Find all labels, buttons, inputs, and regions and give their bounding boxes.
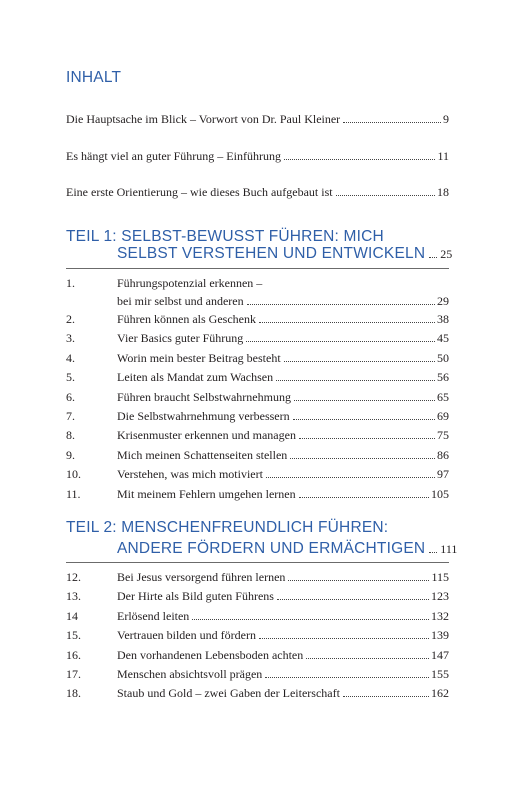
chapter-page: 38	[437, 312, 449, 326]
chapter-number: 7.	[66, 409, 75, 423]
chapter-title: Menschen absichtsvoll prägen	[117, 667, 263, 681]
chapter-page: 29	[437, 294, 449, 308]
chapter-page: 115	[431, 570, 449, 584]
chapter-entry[interactable]	[117, 311, 449, 327]
page-heading: INHALT	[66, 69, 122, 86]
dot-leader	[246, 341, 435, 342]
chapter-entry[interactable]	[117, 569, 449, 585]
toc-entry-vorwort[interactable]	[66, 111, 449, 127]
chapter-title-line1: Führungspotenzial erkennen –	[117, 276, 263, 290]
chapter-entry[interactable]	[117, 389, 449, 405]
chapter-title: Krisenmuster erkennen und managen	[117, 428, 296, 443]
chapter-entry[interactable]	[117, 330, 449, 346]
chapter-entry[interactable]	[117, 627, 449, 643]
toc-entry-page: 11	[437, 149, 449, 163]
dot-leader	[290, 458, 435, 459]
chapter-page: 56	[437, 370, 449, 385]
chapter-entry[interactable]	[117, 666, 449, 682]
chapter-number: 11.	[66, 486, 81, 501]
dot-leader	[429, 257, 437, 258]
chapter-entry[interactable]	[117, 647, 449, 663]
chapter-number: 12.	[66, 570, 81, 584]
dot-leader	[336, 195, 435, 196]
dot-leader	[343, 696, 429, 697]
dot-leader	[293, 419, 435, 420]
chapter-page: 75	[437, 428, 449, 443]
chapter-title-line2: bei mir selbst und anderen	[117, 294, 244, 308]
chapter-title: Führen können als Geschenk	[117, 312, 256, 326]
chapter-page: 162	[431, 686, 449, 701]
chapter-entry[interactable]	[117, 350, 449, 366]
part2-heading-text: ANDERE FÖRDERN UND ERMÄCHTIGEN	[117, 540, 426, 557]
dot-leader	[343, 122, 441, 123]
dot-leader	[266, 477, 435, 478]
part1-heading-line2[interactable]	[117, 245, 453, 263]
dot-leader	[288, 580, 429, 581]
part1-heading-line1: TEIL 1: SELBST-BEWUSST FÜHREN: MICH	[66, 228, 384, 245]
chapter-page: 45	[437, 331, 449, 346]
toc-entry-title: Eine erste Orientierung – wie dieses Buch aufgebaut ist	[66, 185, 333, 199]
chapter-number: 18.	[66, 686, 81, 701]
dot-leader	[277, 599, 429, 600]
dot-leader	[284, 361, 435, 362]
chapter-entry[interactable]	[117, 408, 449, 424]
toc-entry-einfuehrung[interactable]	[66, 148, 449, 164]
chapter-title: Mich meinen Schattenseiten stellen	[117, 447, 288, 462]
chapter-entry[interactable]	[117, 486, 449, 502]
chapter-number: 14	[66, 608, 78, 623]
dot-leader	[276, 380, 435, 381]
dot-leader	[299, 497, 429, 498]
dot-leader	[299, 438, 435, 439]
chapter-title: Vier Basics guter Führung	[117, 331, 244, 346]
chapter-title: Leiten als Mandat zum Wachsen	[117, 370, 274, 385]
chapter-title: Worin mein bester Beitrag besteht	[117, 350, 281, 365]
part1-heading-text: SELBST VERSTEHEN UND ENTWICKELN	[117, 245, 426, 262]
chapter-number: 9.	[66, 447, 75, 462]
toc-entry-orientierung[interactable]	[66, 184, 449, 200]
chapter-page: 69	[437, 409, 449, 423]
part2-divider	[66, 562, 449, 563]
chapter-title: Der Hirte als Bild guten Führens	[117, 589, 274, 604]
chapter-page: 50	[437, 350, 449, 365]
dot-leader	[247, 304, 435, 305]
part1-divider	[66, 268, 449, 269]
chapter-number: 1.	[66, 276, 75, 290]
chapter-entry[interactable]	[117, 466, 449, 482]
toc-entry-page: 9	[443, 112, 449, 126]
chapter-number: 17.	[66, 667, 81, 681]
chapter-title: Vertrauen bilden und fördern	[117, 628, 256, 643]
dot-leader	[192, 619, 429, 620]
chapter-page: 132	[431, 608, 449, 623]
chapter-title: Bei Jesus versorgend führen lernen	[117, 570, 286, 584]
chapter-number: 5.	[66, 370, 75, 385]
dot-leader	[429, 552, 437, 553]
chapter-entry[interactable]	[117, 369, 449, 385]
chapter-title: Führen braucht Selbstwahrnehmung	[117, 389, 291, 404]
chapter-title: Verstehen, was mich motiviert	[117, 467, 263, 482]
chapter-page: 97	[437, 467, 449, 482]
chapter-page: 139	[431, 628, 449, 643]
chapter-page: 86	[437, 447, 449, 462]
chapter-number: 8.	[66, 428, 75, 443]
dot-leader	[265, 677, 429, 678]
chapter-entry[interactable]	[117, 588, 449, 604]
chapter-page: 155	[431, 667, 449, 681]
chapter-number: 13.	[66, 589, 81, 604]
chapter-number: 15.	[66, 628, 81, 643]
part2-page: 111	[440, 542, 458, 556]
chapter-title: Die Selbstwahrnehmung verbessern	[117, 409, 290, 423]
chapter-number: 6.	[66, 389, 75, 404]
chapter-entry[interactable]	[117, 427, 449, 443]
chapter-title: Mit meinem Fehlern umgehen lernen	[117, 486, 296, 501]
chapter-number: 16.	[66, 647, 81, 662]
chapter-number: 4.	[66, 350, 75, 365]
chapter-number: 3.	[66, 331, 75, 346]
toc-entry-page: 18	[437, 185, 449, 199]
chapter-entry[interactable]	[117, 685, 449, 701]
dot-leader	[259, 322, 435, 323]
chapter-number: 10.	[66, 467, 81, 482]
chapter-page: 105	[431, 486, 449, 501]
part1-page: 25	[440, 247, 453, 261]
chapter-entry[interactable]	[117, 447, 449, 463]
dot-leader	[259, 638, 429, 639]
chapter-title: Den vorhandenen Lebensboden achten	[117, 647, 304, 662]
dot-leader	[294, 400, 435, 401]
toc-entry-title: Die Hauptsache im Blick – Vorwort von Dr. Paul Kleiner	[66, 112, 341, 126]
toc-entry-title: Es hängt viel an guter Führung – Einführung	[66, 149, 281, 163]
dot-leader	[284, 159, 435, 160]
part2-heading-line1: TEIL 2: MENSCHENFREUNDLICH FÜHREN:	[66, 519, 389, 536]
chapter-entry-1[interactable]	[117, 293, 449, 309]
chapter-page: 123	[431, 589, 449, 604]
chapter-title: Erlösend leiten	[117, 608, 190, 623]
chapter-entry[interactable]	[117, 608, 449, 624]
chapter-page: 65	[437, 389, 449, 404]
chapter-title: Staub und Gold – zwei Gaben der Leiterschaft	[117, 686, 340, 701]
part2-heading-line2[interactable]	[117, 540, 458, 558]
chapter-number: 2.	[66, 312, 75, 326]
dot-leader	[306, 658, 429, 659]
chapter-page: 147	[431, 647, 449, 662]
